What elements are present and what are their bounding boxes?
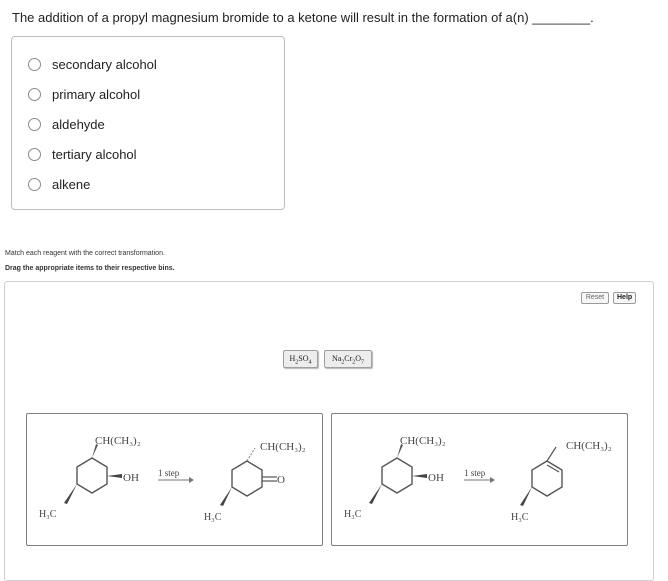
reagent-text: H [289, 354, 296, 363]
reactant-structure [39, 435, 141, 520]
instruction-drag-text: Drag the appropriate items to their respective bins. [5, 265, 175, 272]
methyl-label: H₃C [204, 512, 222, 523]
question-text: The addition of a propyl magnesium bromide to a ketone will result in the formation of a(n) ________. [12, 10, 594, 25]
reagent-text: O [355, 354, 362, 363]
bin-alcohol-to-alkene[interactable] [331, 413, 628, 546]
option-label: tertiary alcohol [52, 146, 137, 162]
reset-button[interactable]: Reset [581, 292, 609, 304]
option-label: primary alcohol [52, 86, 141, 102]
answer-options [11, 36, 285, 210]
reagent-na2cr2o7-chip[interactable] [324, 350, 372, 368]
option-label: secondary alcohol [52, 56, 157, 72]
option-tertiary-alcohol[interactable] [28, 145, 137, 163]
radio-button[interactable] [28, 148, 41, 161]
reagent-text: SO [298, 354, 309, 363]
wedge-bond [107, 474, 122, 478]
option-label: aldehyde [52, 116, 105, 132]
instruction-text: Match each reagent with the correct transformation. [5, 250, 165, 257]
arrow-label: 1 step [158, 468, 180, 478]
option-aldehyde[interactable] [28, 115, 105, 133]
reagent-subscript: 2 [352, 359, 356, 366]
reaction-arrowhead [490, 477, 495, 483]
option-alkene[interactable] [28, 175, 90, 193]
option-label: alkene [52, 176, 91, 192]
cyclohexane-ring [382, 458, 412, 493]
reagent-subscript: 4 [308, 359, 312, 366]
substituent-label: CH(CH₃)₂ [95, 435, 141, 447]
help-button[interactable]: Help [613, 292, 636, 304]
substituent-label: CH(CH₃)₂ [566, 440, 612, 452]
radio-button[interactable] [28, 88, 41, 101]
reaction-scheme [27, 414, 324, 547]
reagent-text: Cr [344, 354, 353, 363]
reactant-structure [344, 435, 446, 520]
radio-button[interactable] [28, 118, 41, 131]
wedge-bond [412, 474, 427, 478]
radio-button[interactable] [28, 178, 41, 191]
reaction-arrowhead [189, 477, 194, 483]
wedge-bond [369, 484, 382, 504]
reagent-h2so4-chip[interactable] [283, 350, 318, 368]
reaction-scheme [332, 414, 629, 547]
option-secondary-alcohol[interactable] [28, 55, 157, 73]
methyl-label: H₃C [344, 509, 362, 520]
cyclohexene-ring [532, 461, 562, 496]
wedge-bond [220, 487, 232, 506]
cyclohexane-ring [77, 458, 107, 493]
hashed-bond [247, 448, 255, 461]
product-structure [204, 441, 306, 523]
reagent-subscript: 2 [341, 359, 345, 366]
bin-alcohol-to-ketone[interactable] [26, 413, 323, 546]
hydroxyl-label: OH [123, 472, 139, 484]
cyclohexane-ring [232, 461, 262, 496]
substituent-bond [547, 447, 556, 461]
oxygen-label: O [277, 474, 285, 486]
substituent-label: CH(CH₃)₂ [400, 435, 446, 447]
wedge-bond [520, 487, 532, 506]
arrow-label: 1 step [464, 468, 486, 478]
ring-double-bond [547, 465, 559, 472]
substituent-label: CH(CH₃)₂ [260, 441, 306, 453]
product-structure [511, 440, 612, 523]
methyl-label: H₃C [39, 509, 57, 520]
radio-button[interactable] [28, 58, 41, 71]
reagent-subscript: 2 [295, 359, 299, 366]
wedge-bond [64, 484, 77, 504]
option-primary-alcohol[interactable] [28, 85, 140, 103]
methyl-label: H₃C [511, 512, 529, 523]
reagent-text: Na [331, 354, 342, 363]
hydroxyl-label: OH [428, 472, 444, 484]
reagent-subscript: 7 [361, 359, 365, 366]
